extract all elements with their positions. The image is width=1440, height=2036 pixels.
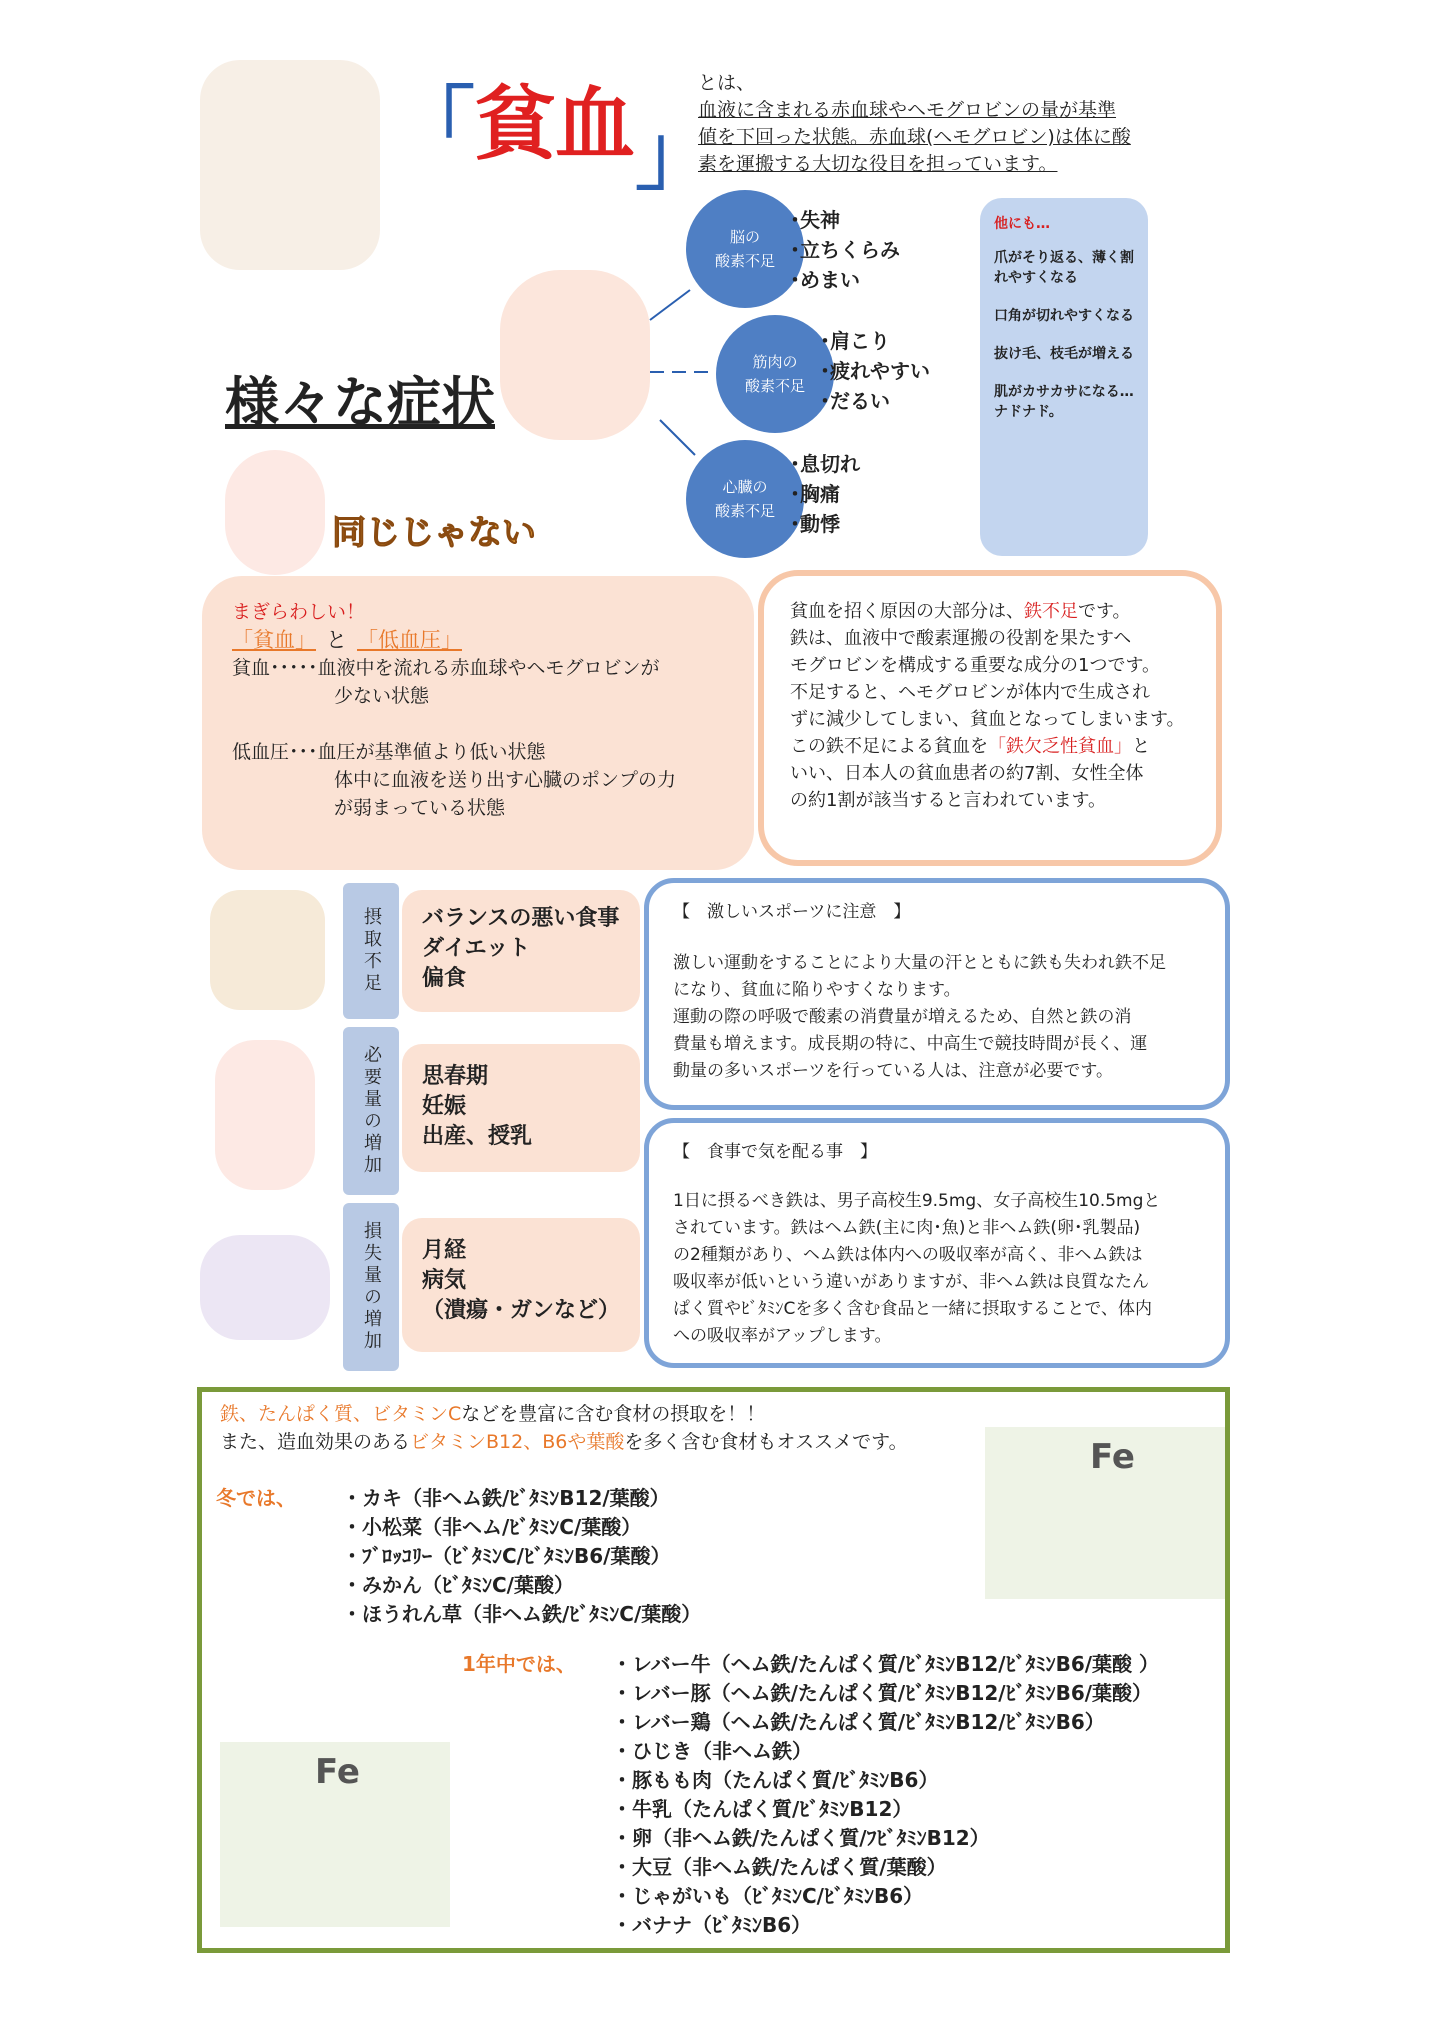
confuse-box: まぎらわしい！ 「貧血」 と 「低血圧」 貧血･････血液中を流れる赤血球やヘモグロビンが 少ない状態 低血圧･･･血圧が基準値より低い状態 体中に血液を送り出す心臓のポンプの力 が弱まっている状態 [202,576,754,870]
not-same-label: 同じじゃない [332,513,536,553]
headache-woman-illustration [500,270,650,440]
girl-illustration [225,450,325,575]
junk-food-illustration [210,890,325,1010]
cause-items-loss: 月経 病気 （潰瘍・ガンなど） [402,1218,640,1352]
cause-category-loss: 損失量の増加 [343,1203,399,1371]
doctor-fe-illustration-bottom: Fe [220,1742,450,1927]
symptom-list-heart: ･息切れ ･胸痛 ･動悸 [790,452,860,536]
iron-box: 貧血を招く原因の大部分は、鉄不足です。 鉄は、血液中で酸素運搬の役割を果たすヘ モグロビンを構成する重要な成分の1つです。 不足すると、ヘモグロビンが体内で生成され ずに減少してしまい、貧血となってしまいます。 この鉄不足による貧血を「鉄欠乏性貧血」と いい、日本人の貧血患者の約7割、女性全体 の約1割が該当すると言われています。 [758,570,1222,866]
intro-text: とは、 血液に含まれる赤血球やヘモグロビンの量が基準 値を下回った状態。赤血球(ヘモグロビン)は体に酸 素を運搬する大切な役目を担っています。 [698,72,1131,175]
winter-label: 冬では、 [216,1486,296,1510]
symptom-cause-brain: 脳の 酸素不足 [686,190,804,308]
foods-box [197,1387,1230,1953]
cause-category-need: 必要量の増加 [343,1027,399,1195]
sleeping-woman-illustration [200,1235,330,1340]
cause-category-intake: 摂取不足 [343,883,399,1019]
page-title: 「貧血」 [395,78,715,201]
sports-box: 【 激しいスポーツに注意 】 激しい運動をすることにより大量の汗とともに鉄も失われ鉄不足 になり、貧血に陥りやすくなります。 運動の際の呼吸で酸素の消費量が増えるため、自然と鉄の消 費量も増えます。成長期の特に、中高生で競技時間が長く、運 動量の多いスポーツを行っている人は、注意が必要です。 [644,878,1230,1110]
others-box: 他にも… 爪がそり返る、薄く割れやすくなる 口角が切れやすくなる 抜け毛、枝毛が増える 肌がカサカサになる… ナドナド。 [980,198,1148,556]
cause-items-intake: バランスの悪い食事 ダイエット 偏食 [402,890,640,1012]
foods-intro: 鉄、たんぱく質、ビタミンCなどを豊富に含む食材の摂取を！！ また、造血効果のあるビタミンB12、B6や葉酸を多く含む食材もオススメです。 [220,1403,908,1453]
dizzy-woman-illustration [200,60,380,270]
symptom-cause-muscle: 筋肉の 酸素不足 [716,315,834,433]
doctor-fe-illustration-top: Fe [985,1427,1225,1599]
mother-baby-illustration [215,1040,315,1190]
cause-items-need: 思春期 妊娠 出産、授乳 [402,1044,640,1172]
symptom-list-muscle: ･肩こり ･疲れやすい ･だるい [820,329,930,413]
diet-box: 【 食事で気を配る事 】 1日に摂るべき鉄は、男子高校生9.5mg、女子高校生10.5mgと されています。鉄はヘム鉄(主に肉･魚)と非ヘム鉄(卵･乳製品) の2種類があり、ヘム鉄は体内への吸収率が高く、非ヘム鉄は 吸収率が低いという違いがありますが、非ヘム鉄は良質なたん ぱく質やﾋﾞﾀﾐﾝCを多く含む食品と一緒に摂取することで、体内 への吸収率がアップします。 [644,1118,1230,1368]
year-food-list: ・レバー牛（ヘム鉄/たんぱく質/ﾋﾞﾀﾐﾝB12/ﾋﾞﾀﾐﾝB6/葉酸 ） ・レバー豚（ヘム鉄/たんぱく質/ﾋﾞﾀﾐﾝB12/ﾋﾞﾀﾐﾝB6/葉酸） ・レバー鶏（ヘム鉄/たんぱく質/ﾋﾞﾀﾐﾝB12/ﾋﾞﾀﾐﾝB6） ・ひじき（非ヘム鉄） ・豚もも肉（たんぱく質/ﾋﾞﾀﾐﾝB6） ・牛乳（たんぱく質/ﾋﾞﾀﾐﾝB12） ・卵（非ヘム鉄/たんぱく質/ﾌﾋﾞﾀﾐﾝB12） ・大豆（非ヘム鉄/たんぱく質/葉酸） ・じゃがいも（ﾋﾞﾀﾐﾝC/ﾋﾞﾀﾐﾝB6） ・バナナ（ﾋﾞﾀﾐﾝB6） [612,1652,1160,1937]
year-label: 1年中では、 [462,1652,576,1676]
symptom-list-brain: ･失神 ･立ちくらみ ･めまい [790,208,900,292]
winter-food-list: ・カキ（非ヘム鉄/ﾋﾞﾀﾐﾝB12/葉酸） ・小松菜（非ヘム/ﾋﾞﾀﾐﾝC/葉酸） ・ﾌﾞﾛｯｺﾘｰ（ﾋﾞﾀﾐﾝC/ﾋﾞﾀﾐﾝB6/葉酸） ・みかん（ﾋﾞﾀﾐﾝC/葉酸） ・ほうれん草（非ヘム鉄/ﾋﾞﾀﾐﾝC/葉酸） [342,1486,702,1626]
symptom-cause-heart: 心臓の 酸素不足 [686,440,804,558]
symptoms-title: 様々な症状 [225,371,495,434]
